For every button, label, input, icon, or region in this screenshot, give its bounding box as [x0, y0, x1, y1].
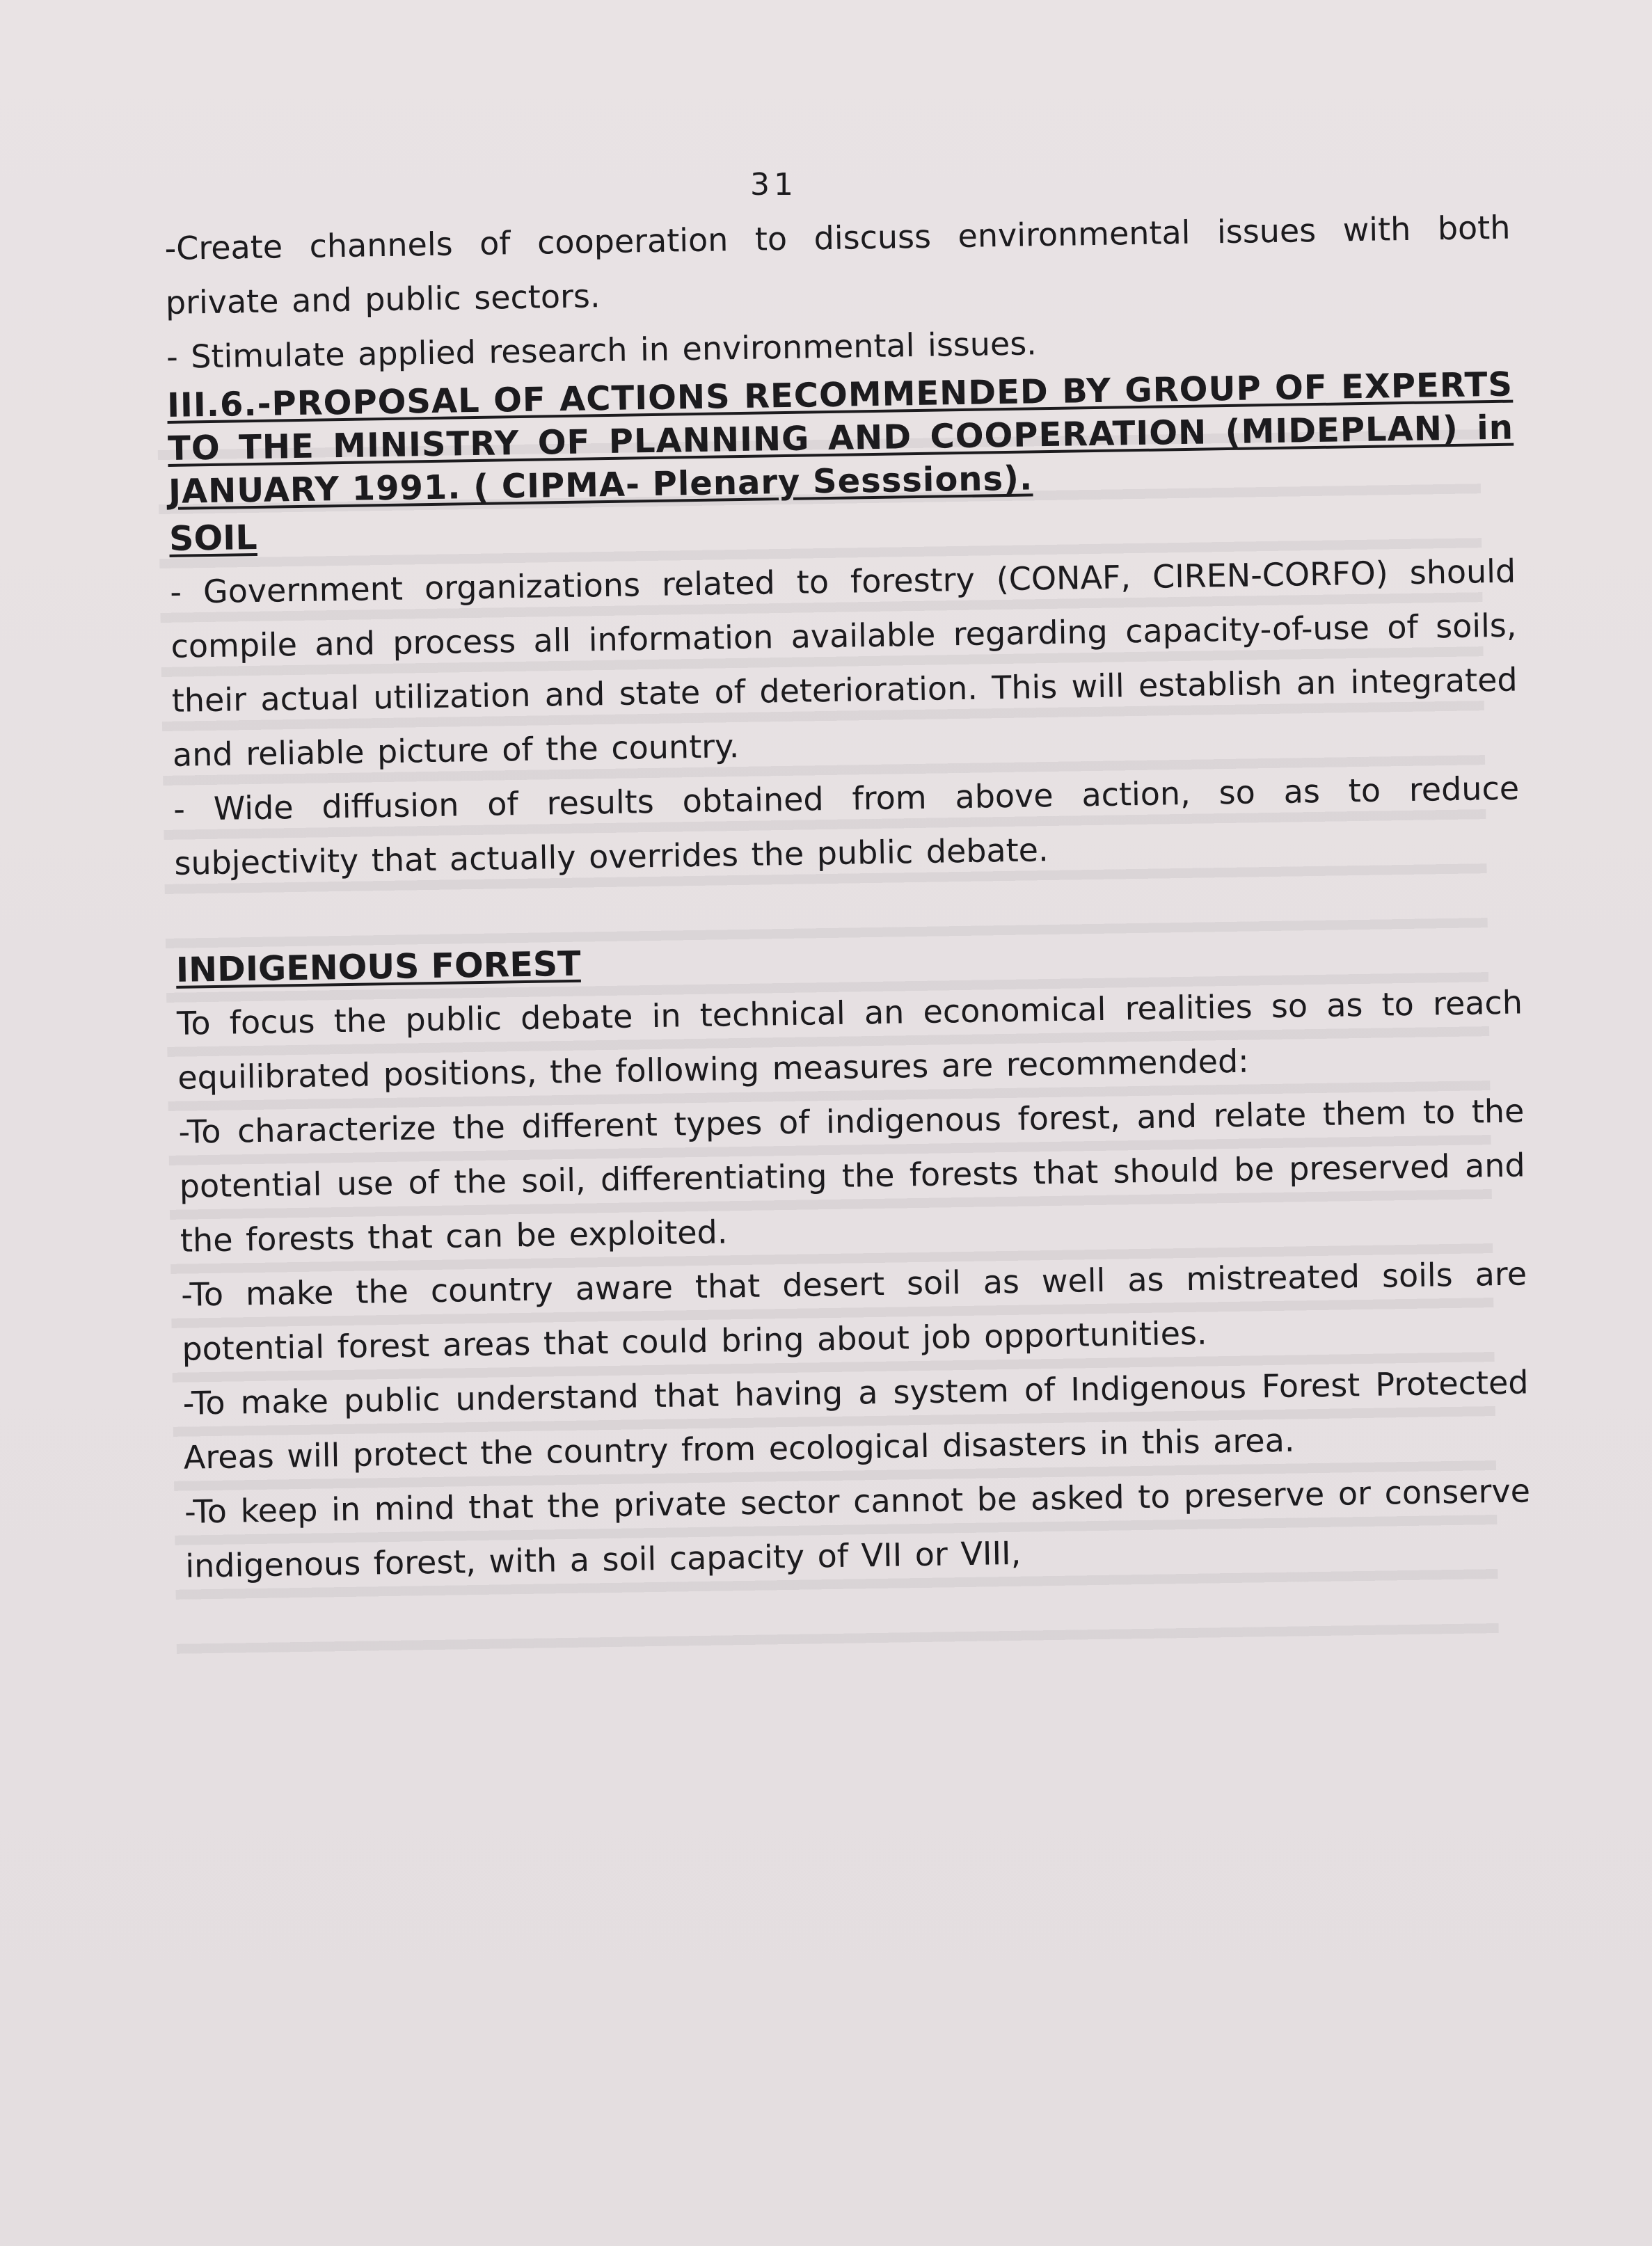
soil-title: SOIL — [168, 517, 258, 559]
page-content — [164, 200, 1532, 1593]
section-heading-proposal: III.6.-PROPOSAL OF ACTIONS RECOMMENDED BY GROUP OF EXPERTS TO THE MINISTRY OF PLANNING AND COOPERATION (MIDEPLAN) in JANUARY 1991. ( CIPMA- Plenary Sesssions). — [166, 365, 1514, 511]
forest-item-private-sector: -To keep in mind that the private sector cannot be asked to preserve or conserve indigenous forest, with a soil capacity of VII or VIII, — [184, 1472, 1531, 1585]
page-number: 31 — [750, 167, 797, 202]
indigenous-forest-intro: To focus the public debate in technical an economical realities so as to reach equilibrated positions, the following measures are recommended: — [176, 983, 1523, 1097]
top-item-cooperation: -Create channels of cooperation to discuss environmental issues with both private and public sectors. — [164, 208, 1511, 321]
soil-item-compile: - Government organizations related to forestry (CONAF, CIREN-CORFO) should compile and process all information available regarding capacity-of-use of soils, their actual utilization and state of deterioration. This will establish an integrated and reliable picture of the country. — [169, 552, 1518, 774]
top-item-research: - Stimulate applied research in environmental issues. — [166, 324, 1038, 376]
forest-item-aware: -To make the country aware that desert soil as well as mistreated soils are potential forest areas that could bring about job opportunities. — [180, 1255, 1527, 1368]
indigenous-forest-title: INDIGENOUS FOREST — [175, 943, 581, 990]
forest-item-protected-areas: -To make public understand that having a system of Indigenous Forest Protected Areas will protect the country from ecological disasters in this area. — [182, 1363, 1529, 1476]
soil-item-diffusion: - Wide diffusion of results obtained from above action, so as to reduce subjectivity that actually overrides the public debate. — [173, 769, 1520, 882]
forest-item-characterize: -To characterize the different types of indigenous forest, and relate them to the potential use of the soil, differentiating the forests that should be preserved and the forests that can be exploited. — [178, 1092, 1525, 1259]
